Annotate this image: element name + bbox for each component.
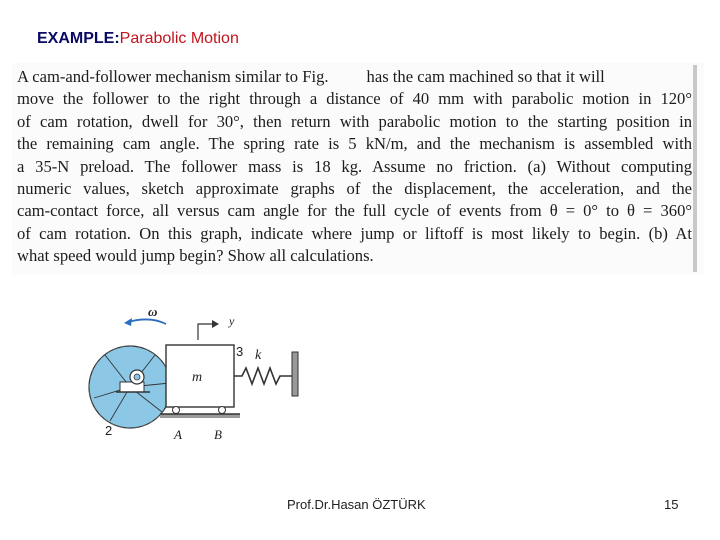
scan-edge-line (693, 65, 697, 272)
y-axis-arrowhead (212, 320, 219, 328)
title-text: Parabolic Motion (119, 30, 239, 47)
label-b: B (214, 427, 222, 442)
problem-statement (17, 66, 692, 268)
footer-author: Prof.Dr.Hasan ÖZTÜRK (287, 497, 426, 512)
y-label: y (229, 314, 235, 328)
rotation-arrow (128, 319, 166, 324)
y-axis-arrow (198, 324, 214, 340)
spring-rate-label: k (255, 348, 262, 363)
problem-line: a 35-N preload. The follower mass is 18 kg. Assume no friction. (a) Without computing (17, 156, 692, 176)
cam-follower-figure (80, 300, 320, 450)
problem-line: what speed would jump begin? Show all calculations. (17, 246, 374, 266)
problem-line: of cam rotation. On this graph, indicate where jump or liftoff is most likely to begin. (b) At (17, 223, 692, 243)
problem-line: cam-contact force, all versus cam angle for the full cycle of events from θ = 0° to θ = 360° (17, 201, 692, 221)
title-prefix: EXAMPLE: (37, 30, 120, 47)
mass-label: m (192, 370, 203, 385)
rotation-arrowhead (124, 318, 132, 326)
label-a: A (174, 427, 182, 442)
problem-line: numeric values, sketch approximate graphs of the displacement, the acceleration, and the (17, 179, 692, 199)
roller-a (173, 407, 180, 414)
label-2: 2 (105, 423, 113, 438)
label-3: 3 (236, 344, 244, 359)
problem-line: the remaining cam angle. The spring rate is 5 kN/m, and the mechanism is assembled with (17, 134, 692, 154)
problem-line: A cam-and-follower mechanism similar to Fig. has the cam machined so that it will (17, 67, 605, 86)
page-number: 15 (664, 497, 679, 512)
slide-title (37, 30, 239, 48)
problem-line: of cam rotation, dwell for 30°, then return with parabolic motion to the starting position in (17, 111, 692, 131)
omega-label: ω (148, 304, 158, 319)
spring (234, 368, 292, 384)
problem-line: move the follower to the right through a distance of 40 mm with parabolic motion in 120° (17, 89, 692, 109)
wall (292, 352, 298, 396)
roller-b (219, 407, 226, 414)
